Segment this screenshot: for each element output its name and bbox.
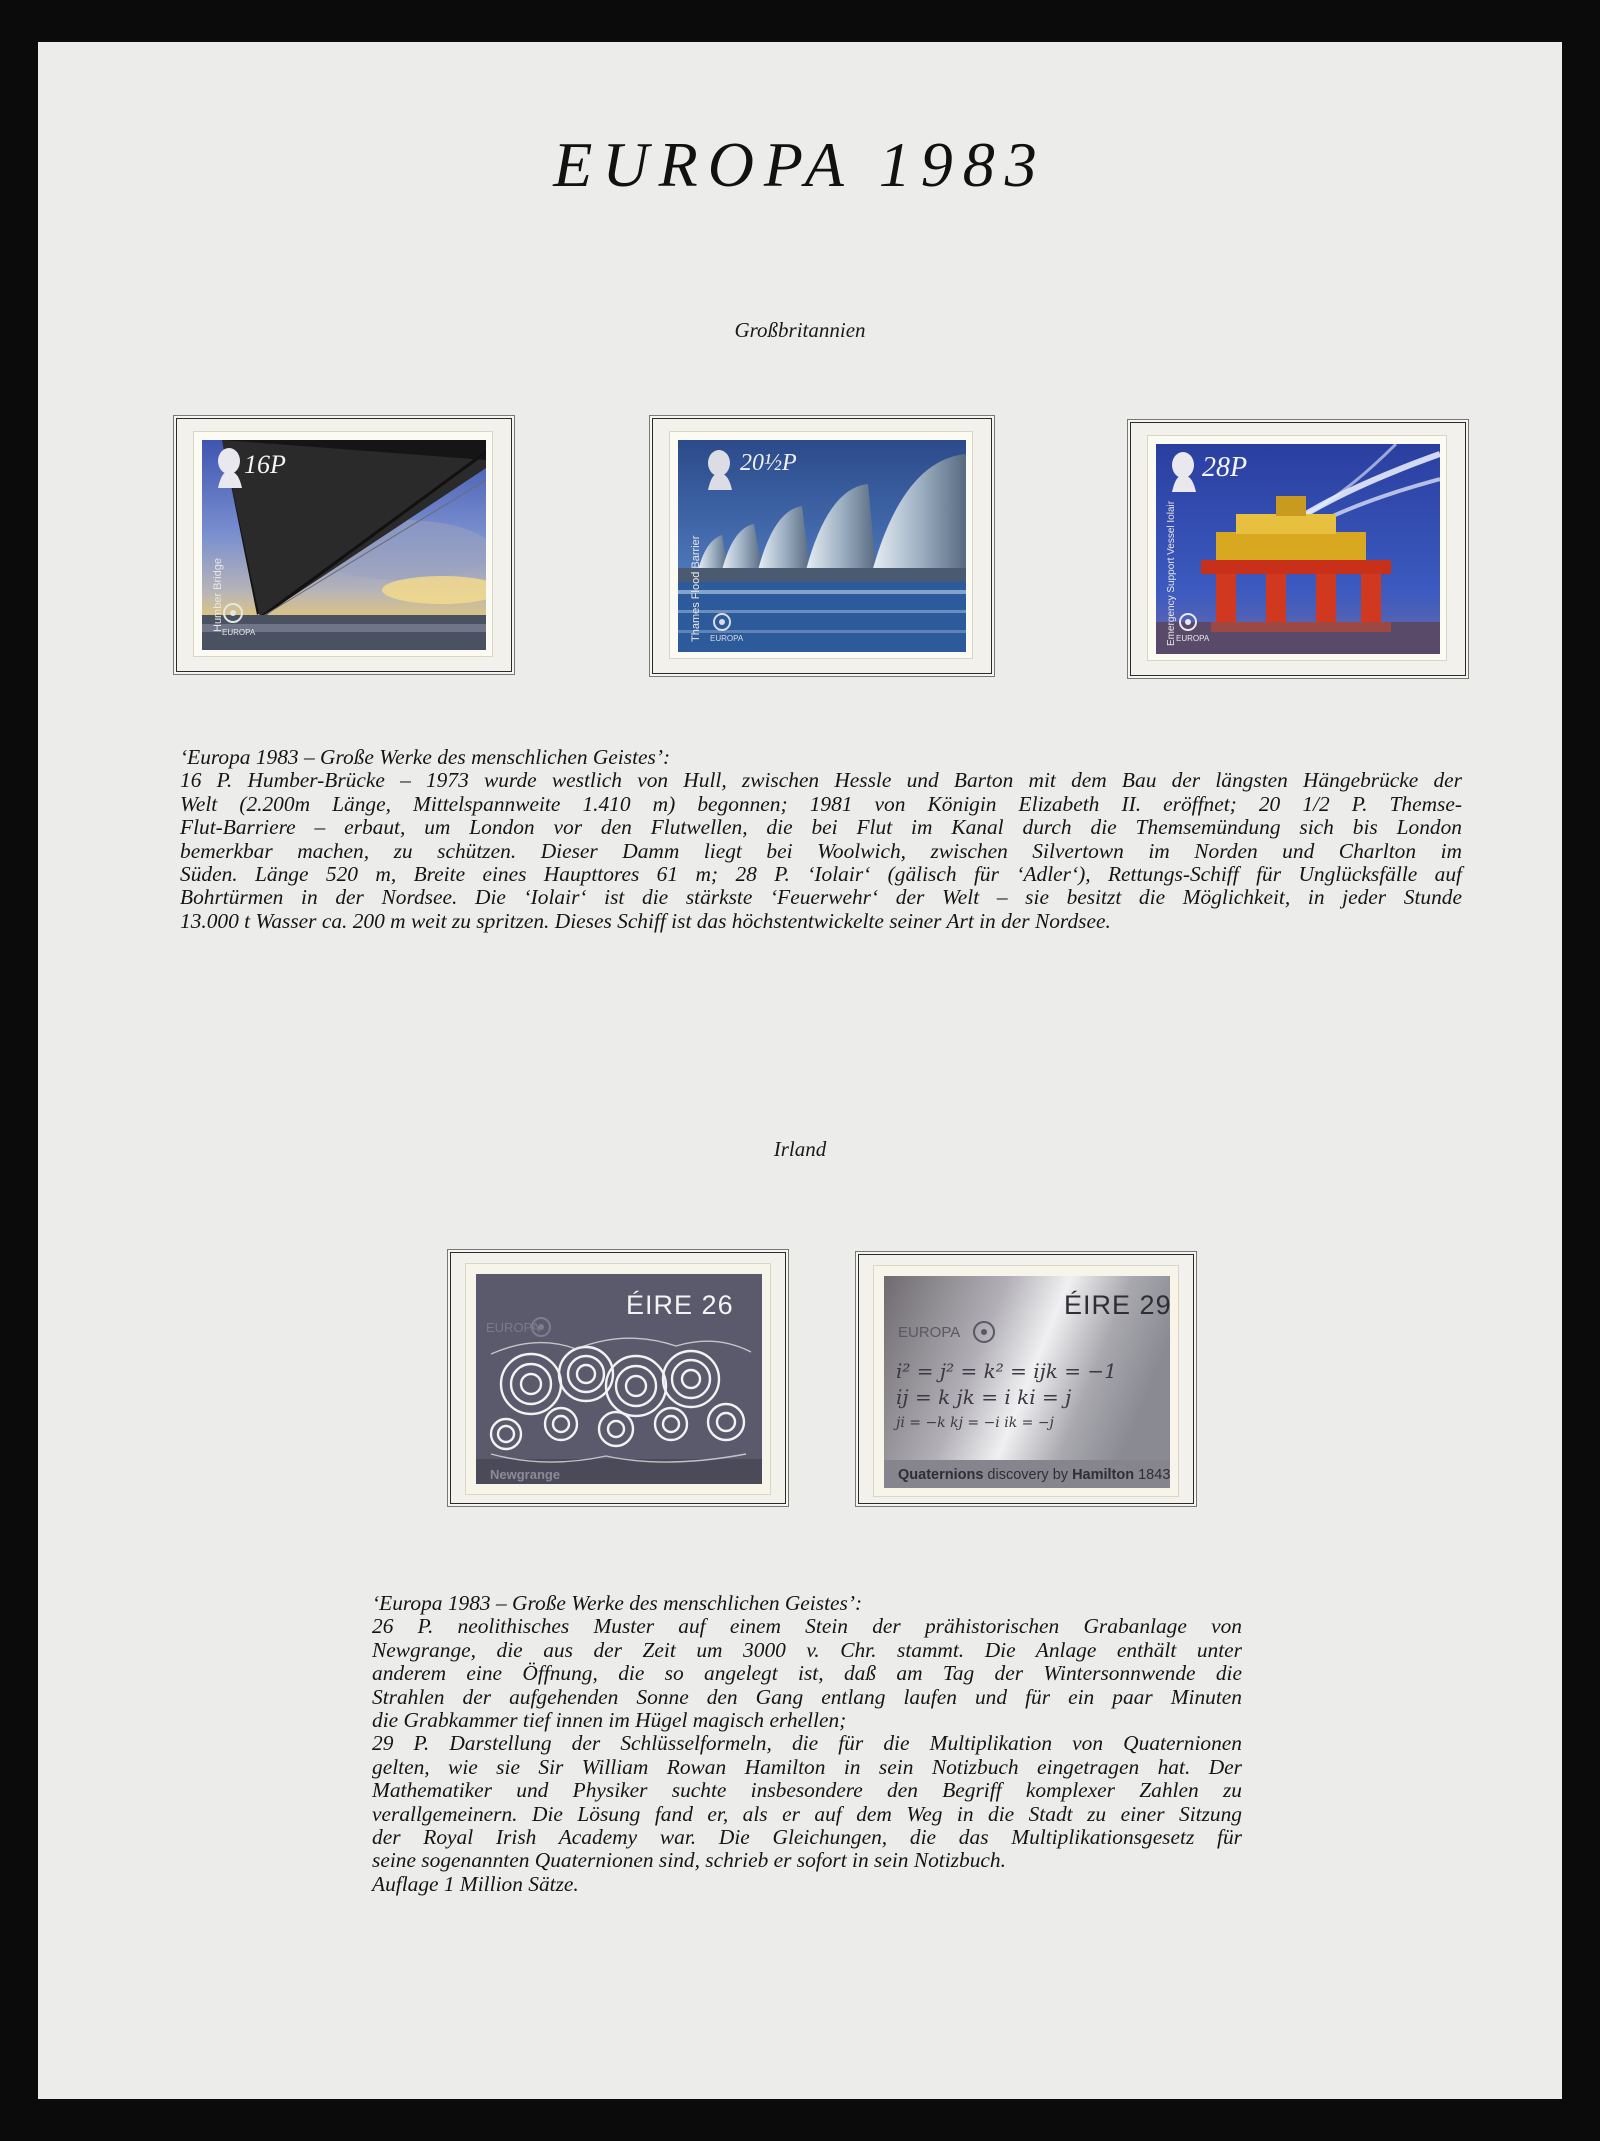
stamp-humber-bridge bbox=[193, 431, 493, 657]
gb-description bbox=[180, 746, 1462, 933]
ie-description bbox=[372, 1592, 1242, 1896]
stamp-mount-gb-1 bbox=[176, 418, 512, 672]
text-line: gelten, wie sie Sir William Rowan Hamilton in sein Notizbuch eingetragen hat. Der bbox=[372, 1754, 1242, 1779]
europa-logo-text: EUROPA bbox=[222, 628, 256, 637]
queen-head-icon bbox=[212, 444, 246, 488]
section-heading-ie: Irland bbox=[773, 1137, 827, 1161]
stamp-caption: Quaternions discovery by Hamilton 1843 bbox=[898, 1467, 1171, 1483]
text-line: verallgemeinern. Die Lösung fand er, als er auf dem Weg in die Stadt zu einer Sitzung bbox=[372, 1801, 1242, 1826]
text-line: der Royal Irish Academy war. Die Gleichungen, die das Multiplikationsgesetz für bbox=[372, 1825, 1242, 1850]
europa-logo-text: EUROPA bbox=[1176, 634, 1210, 643]
text-line: 16 P. Humber-Brücke – 1973 wurde westlich von Hull, zwischen Hessle und Barton mit dem Bau der längsten Hängebrücke der bbox=[180, 768, 1462, 793]
stamp-country: ÉIRE 26 bbox=[626, 1290, 734, 1320]
section-heading-gb: Großbritannien bbox=[734, 318, 866, 342]
text-line: Süden. Länge 520 m, Breite eines Haupttores 61 m; 28 P. ‘Iolair‘ (gälisch für ‘Adler‘), Rettungs-Schiff für Unglücksfälle auf bbox=[180, 862, 1462, 887]
formula-line: i² = j² = k² = ijk = −1 bbox=[896, 1359, 1117, 1383]
quaternion-formulas bbox=[896, 1358, 1166, 1436]
stamp-mount-ie-1 bbox=[450, 1252, 786, 1504]
europa-logo-text: EUROPA bbox=[898, 1324, 961, 1341]
text-line: seine sogenannten Quaternionen sind, schrieb er sofort in sein Notizbuch. bbox=[372, 1848, 1006, 1873]
stamp-caption: Newgrange bbox=[490, 1467, 561, 1482]
stamp-label: Emergency Support Vessel Iolair bbox=[1166, 500, 1177, 646]
formula-line: ij = k jk = i ki = j bbox=[896, 1385, 1072, 1409]
stamp-label: Thames Flood Barrier bbox=[690, 535, 702, 642]
text-line: 29 P. Darstellung der Schlüsselformeln, die für die Multiplikation von Quaternionen bbox=[372, 1731, 1242, 1756]
text-line: ‘Europa 1983 – Große Werke des menschlichen Geistes’: bbox=[372, 1591, 863, 1615]
formula-line: ji = −k kj = −i ik = −j bbox=[896, 1415, 1054, 1431]
stamp-newgrange bbox=[465, 1263, 771, 1495]
text-line: Bohrtürmen in der Nordsee. Die ‘Iolair‘ ist die stärkste ‘Feuerwehr‘ der Welt – sie besitzt die Möglichkeit, in jeder Stunde bbox=[180, 885, 1462, 910]
text-line: die Grabkammer tief innen im Hügel magisch erhellen; bbox=[372, 1708, 847, 1733]
text-line: Mathematiker und Physiker suchte insbesondere den Begriff komplexer Zahlen zu bbox=[372, 1778, 1242, 1803]
stamp-quaternions bbox=[873, 1265, 1179, 1497]
text-line: 13.000 t Wasser ca. 200 m weit zu spritzen. Dieses Schiff ist das höchstentwickelte seiner Art in der Nordsee. bbox=[180, 908, 1111, 933]
queen-head-icon bbox=[702, 446, 736, 490]
europa-logo-icon bbox=[1178, 612, 1198, 632]
text-line: Flut-Barriere – erbaut, um London vor den Flutwellen, die bei Flut im Kanal durch die Themsemündung sich bis London bbox=[180, 815, 1462, 840]
europa-logo-icon bbox=[712, 612, 732, 632]
text-line: Welt (2.200m Länge, Mittelspannweite 1.410 m) begonnen; 1981 von Königin Elizabeth II. eröffnet; 20 1/2 P. Themse- bbox=[180, 791, 1462, 816]
text-line: 26 P. neolithisches Muster auf einem Stein der prähistorischen Grabanlage von bbox=[372, 1614, 1242, 1639]
stamp-value: 20½P bbox=[740, 450, 797, 476]
stamp-thames-barrier bbox=[669, 431, 973, 659]
text-line: anderem eine Öffnung, die so angelegt ist, daß am Tag der Wintersonnwende die bbox=[372, 1661, 1242, 1686]
stamp-value: 28P bbox=[1202, 452, 1248, 483]
europa-logo-text: EUROPA bbox=[710, 634, 744, 643]
stamp-country: ÉIRE 29 bbox=[1064, 1290, 1172, 1320]
page-title: EUROPA 1983 bbox=[553, 129, 1047, 200]
text-line: Strahlen der aufgehenden Sonne den Gang entlang laufen und für ein paar Minuten bbox=[372, 1684, 1242, 1709]
europa-logo-icon bbox=[972, 1320, 996, 1344]
stamp-mount-gb-3 bbox=[1130, 422, 1466, 676]
stamp-mount-gb-2 bbox=[652, 418, 992, 674]
text-line: Newgrange, die aus der Zeit um 3000 v. Chr. stammt. Die Anlage enthält unter bbox=[372, 1637, 1242, 1662]
europa-logo-text: EUROPA bbox=[486, 1320, 540, 1335]
text-line: ‘Europa 1983 – Große Werke des menschlichen Geistes’: bbox=[180, 745, 671, 769]
stamp-label: Humber Bridge bbox=[212, 558, 224, 632]
text-line: bemerkbar machen, zu schützen. Dieser Damm liegt bei Woolwich, zwischen Silvertown im Norden und Charlton im bbox=[180, 838, 1462, 863]
europa-logo-icon bbox=[222, 602, 244, 624]
text-line: Auflage 1 Million Sätze. bbox=[372, 1871, 579, 1896]
stamp-iolair bbox=[1147, 435, 1447, 661]
queen-head-icon bbox=[1166, 448, 1200, 492]
stamp-mount-ie-2 bbox=[858, 1254, 1194, 1504]
stamp-value: 16P bbox=[244, 450, 286, 479]
